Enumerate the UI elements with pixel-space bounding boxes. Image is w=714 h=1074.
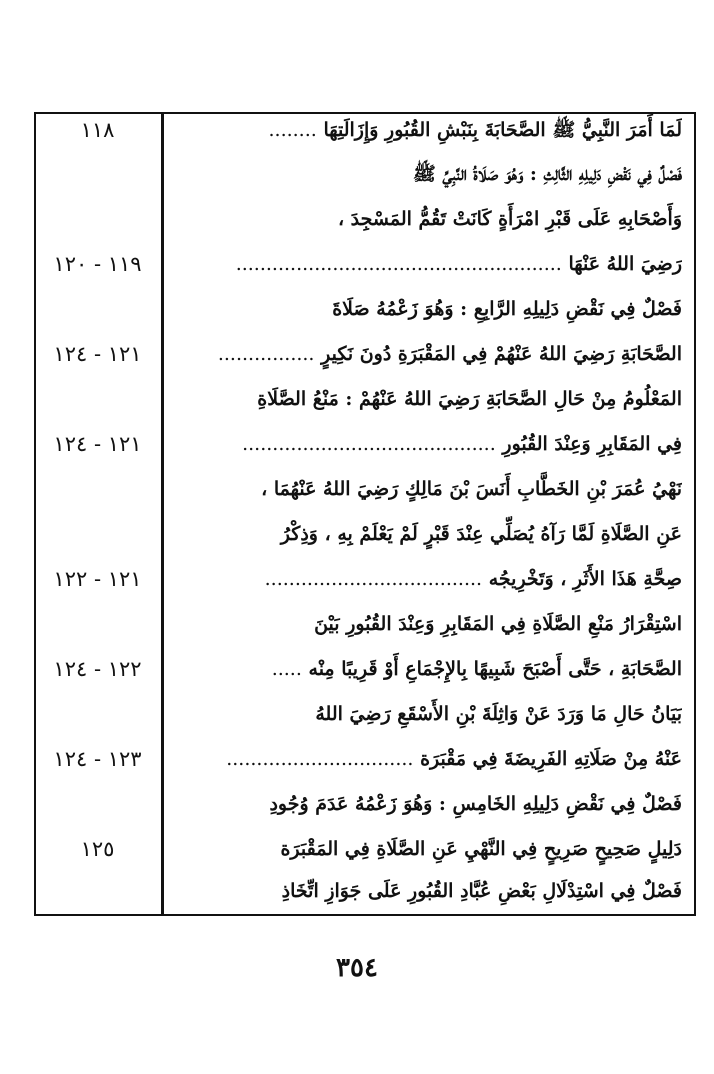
toc-entry-title: دَلِيلٍ صَحِيحٍ صَرِيحٍ فِي النَّهْيِ عَنِ الصَّلَاةِ فِي المَقْبَرَة — [280, 838, 682, 860]
toc-entry-title: عَنِ الصَّلَاةِ لَمَّا رَآهُ يُصَلِّي عِنْدَ قَبْرٍ لَمْ يَعْلَمْ بِهِ ، وَذِكْرُ — [280, 523, 682, 545]
toc-entry-text — [174, 196, 682, 242]
toc-row — [34, 421, 696, 467]
toc-row — [34, 376, 696, 422]
toc-entry-text — [174, 511, 682, 557]
toc-entry-leader: ..... — [271, 658, 302, 680]
toc-entry-leader: .................................... — [264, 568, 483, 590]
toc-entry-title: فِي المَقَابِرِ وَعِنْدَ القُبُورِ — [502, 433, 682, 455]
toc-entry-pages — [34, 151, 161, 197]
toc-entry-title: صِحَّةِ هَذَا الأَثَرِ ، وَتَخْرِيجُه — [488, 568, 682, 590]
toc-entry-pages: ١١٨ — [80, 118, 115, 142]
toc-entry-text — [174, 556, 682, 602]
toc-row — [34, 466, 696, 512]
toc-row — [34, 781, 696, 827]
toc-entry-pages: ١٢١ - ١٢٤ — [53, 432, 142, 456]
toc-entry-text — [174, 646, 682, 692]
toc-entry-text — [174, 286, 682, 332]
toc-row — [34, 601, 696, 647]
page-number: ٣٥٤ — [336, 953, 378, 983]
toc-entry-title: فَصْلٌ فِي اسْتِدْلَالِ بَعْضِ عُبَّادِ القُبُورِ عَلَى جَوَازِ اتِّخَاذِ — [281, 880, 682, 902]
toc-entry-text — [174, 826, 682, 872]
toc-entry-leader: ........ — [268, 119, 317, 141]
toc-entry-pages — [34, 691, 161, 737]
toc-entry-text — [174, 241, 682, 287]
toc-entry-title: اسْتِقْرَارُ مَنْعِ الصَّلَاةِ فِي المَقَابِرِ وَعِنْدَ القُبُورِ بَيْنَ — [314, 613, 682, 635]
toc-entry-leader: ................ — [217, 343, 315, 365]
toc-entry-leader: ............................... — [226, 748, 414, 770]
toc-entry-pages — [34, 286, 161, 332]
toc-entry-pages — [34, 466, 161, 512]
toc-entry-pages: ١٢١ - ١٢٢ — [53, 567, 142, 591]
toc-entry-title: وَأَصْحَابِهِ عَلَى قَبْرِ امْرَأَةٍ كَانَتْ تَقُمُّ المَسْجِدَ ، — [337, 208, 682, 230]
toc-entry-title: رَضِيَ اللهُ عَنْهَا — [568, 253, 682, 275]
toc-entry-text — [174, 107, 682, 153]
toc-entry-pages: ١٢١ - ١٢٤ — [53, 342, 142, 366]
toc-entry-leader: ...................................................... — [235, 253, 562, 275]
toc-entry-text — [174, 736, 682, 782]
toc-row — [34, 868, 696, 914]
toc-row — [34, 556, 696, 602]
toc-entry-title: فَصْلٌ فِي نَقْضِ دَلِيلِهِ الرَّابِعِ : وَهُوَ زَعْمُهُ صَلَاةَ — [332, 298, 682, 320]
toc-entry-title: عَنْهُ مِنْ صَلَاتِهِ الفَرِيضَةَ فِي مَقْبَرَة — [420, 748, 682, 770]
toc-entry-title: الصَّحَابَةِ رَضِيَ اللهُ عَنْهُمْ فِي المَقْبَرَةِ دُونَ نَكِيرٍ — [321, 343, 682, 365]
toc-entry-pages — [34, 196, 161, 242]
toc-entry-text — [174, 691, 682, 737]
toc-entry-pages — [34, 376, 161, 422]
toc-entry-pages: ١٢٣ - ١٢٤ — [53, 747, 142, 771]
toc-entry-text — [174, 151, 682, 197]
toc-entry-pages: ١٢٥ — [80, 837, 115, 861]
toc-entry-text — [174, 421, 682, 467]
toc-entry-text — [174, 868, 682, 914]
toc-row — [34, 691, 696, 737]
toc-entry-pages: ١٢٢ - ١٢٤ — [53, 657, 142, 681]
toc-row — [34, 286, 696, 332]
toc-entry-pages — [34, 601, 161, 647]
toc-entry-title: فَصْلٌ فِي نَقْضِ دَلِيلِهِ الخَامِسِ : وَهُوَ زَعْمُهُ عَدَمَ وُجُودِ — [269, 793, 682, 815]
toc-entry-title: المَعْلُومُ مِنْ حَالِ الصَّحَابَةِ رَضِيَ اللهُ عَنْهُمْ : مَنْعُ الصَّلَاةِ — [257, 388, 682, 410]
toc-row — [34, 196, 696, 242]
toc-entry-text — [174, 601, 682, 647]
toc-row — [34, 107, 696, 153]
toc-row — [34, 331, 696, 377]
toc-entry-title: لَمَا أَمَرَ النَّبِيُّ ﷺ الصَّحَابَةَ بِنَبْشِ القُبُورِ وَإِزَالَتِهَا — [323, 119, 682, 141]
toc-entry-text — [174, 376, 682, 422]
toc-entry-pages — [34, 781, 161, 827]
toc-entry-title: فَصْلٌ فِي نَقْضِ دَلِيلِهِ الثَّالِثِ : وَهُوَ صَلَاةُ النَّبِيِّ ﷺ — [412, 163, 682, 185]
toc-row — [34, 241, 696, 287]
toc-entry-leader: .......................................... — [242, 433, 496, 455]
toc-row — [34, 151, 696, 197]
toc-entry-pages: ١١٩ - ١٢٠ — [53, 252, 142, 276]
toc-entry-pages — [34, 868, 161, 914]
toc-row — [34, 511, 696, 557]
toc-entry-text — [174, 781, 682, 827]
toc-entry-title: نَهْيُ عُمَرَ بْنِ الخَطَّابِ أَنَسَ بْنَ مَالِكٍ رَضِيَ اللهُ عَنْهُمَا ، — [261, 478, 682, 500]
toc-entry-text — [174, 331, 682, 377]
toc-row — [34, 826, 696, 872]
toc-entry-title: الصَّحَابَةِ ، حَتَّى أَصْبَحَ شَبِيهًا بِالإِجْمَاعِ أَوْ قَرِيبًا مِنْه — [308, 658, 682, 680]
toc-entry-pages — [34, 511, 161, 557]
toc-entry-text — [174, 466, 682, 512]
toc-row — [34, 736, 696, 782]
toc-row — [34, 646, 696, 692]
toc-entry-title: بَيَانُ حَالِ مَا وَرَدَ عَنْ وَاثِلَةَ بْنِ الأَسْقَعِ رَضِيَ اللهُ — [315, 703, 682, 725]
